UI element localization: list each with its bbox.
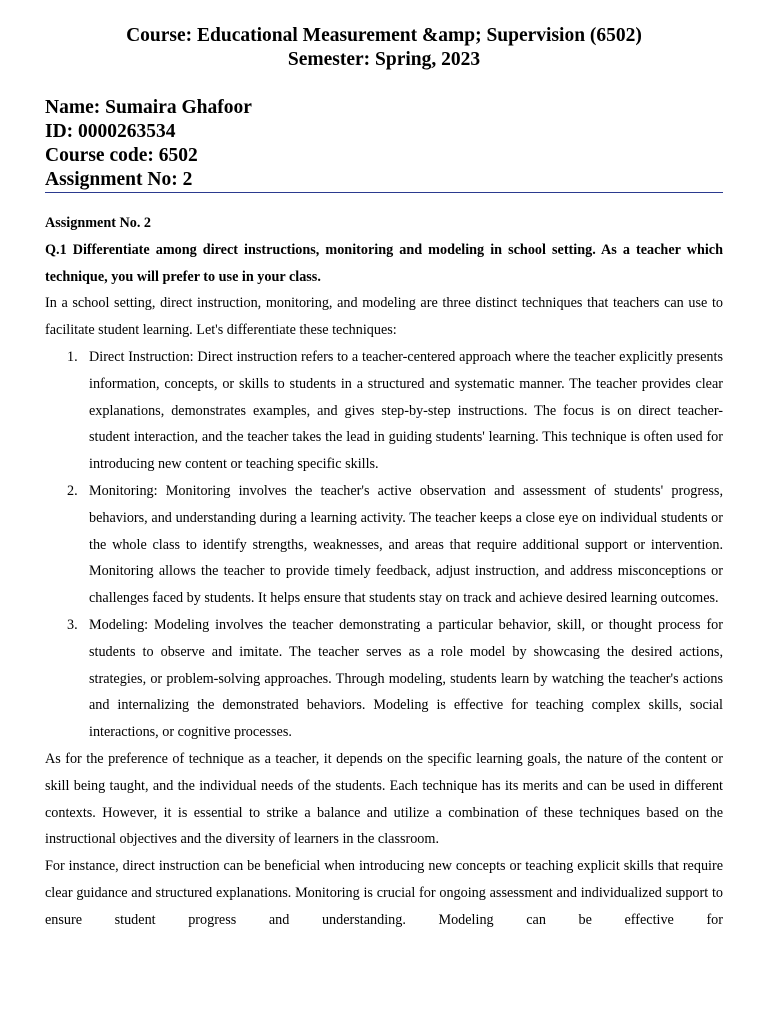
course-code: Course code: 6502 <box>45 145 198 166</box>
list-number: 3. <box>67 616 78 633</box>
semester-title: Semester: Spring, 2023 <box>287 49 481 70</box>
student-name: Name: Sumaira Ghafoor <box>45 97 252 118</box>
list-item <box>45 612 723 746</box>
course-title: Course: Educational Measurement &amp; Supervision (6502) <box>126 25 642 46</box>
student-info <box>45 96 723 193</box>
document-header <box>0 24 768 72</box>
question-text: Q.1 Differentiate among direct instructions, monitoring and modeling in school setting. As a teacher which technique, you will prefer to use in your class. <box>45 241 723 285</box>
instance-paragraph: For instance, direct instruction can be beneficial when introducing new concepts or teaching explicit skills that require clear guidance and structured explanations. Monitoring is crucial for ongoing assessment and individualized support to ensure student progress and understanding. Modeling can be effective for <box>45 858 723 928</box>
list-number: 1. <box>67 348 78 365</box>
list-item <box>45 344 723 478</box>
document-body <box>45 210 723 934</box>
list-item-text: Monitoring: Monitoring involves the teacher's active observation and assessment of students' progress, behaviors, and understanding during a learning activity. The teacher keeps a close eye on individual students or the whole class to identify strengths, weaknesses, and areas that require additional support or intervention. Monitoring allows the teacher to provide timely feedback, adjust instruction, and address misconceptions or challenges faced by students. It helps ensure that students stay on track and achieve desired learning outcomes. <box>89 482 723 607</box>
list-item-text: Modeling: Modeling involves the teacher demonstrating a particular behavior, skill, or thought process for students to observe and imitate. The teacher serves as a role model by showcasing the desired actions, strategies, or problem-solving approaches. Through modeling, students learn by watching the teacher's actions and internalizing the demonstrated behaviors. Modeling is effective for teaching complex skills, social interactions, or cognitive processes. <box>89 616 723 741</box>
list-item <box>45 478 723 612</box>
list-number: 2. <box>67 482 78 499</box>
list-item-text: Direct Instruction: Direct instruction refers to a teacher-centered approach where the teacher explicitly presents information, concepts, or skills to students in a structured and systematic manner. The teacher provides clear explanations, demonstrates examples, and gives step-by-step instructions. The focus is on direct teacher-student interaction, and the teacher takes the lead in guiding students' learning. This technique is often used for introducing new content or teaching specific skills. <box>89 348 723 473</box>
assignment-title: Assignment No. 2 <box>45 215 152 231</box>
assignment-number: Assignment No: 2 <box>45 169 193 190</box>
student-id: ID: 0000263534 <box>45 121 176 142</box>
intro-paragraph: In a school setting, direct instruction, monitoring, and modeling are three distinct techniques that teachers can use to facilitate student learning. Let's differentiate these techniques: <box>45 295 723 339</box>
preference-paragraph: As for the preference of technique as a teacher, it depends on the specific learning goals, the nature of the content or skill being taught, and the individual needs of the students. Each technique has its merits and can be used in different contexts. However, it is essential to strike a balance and utilize a combination of these techniques based on the instructional objectives and the diversity of learners in the classroom. <box>45 750 723 848</box>
technique-list <box>45 344 723 746</box>
